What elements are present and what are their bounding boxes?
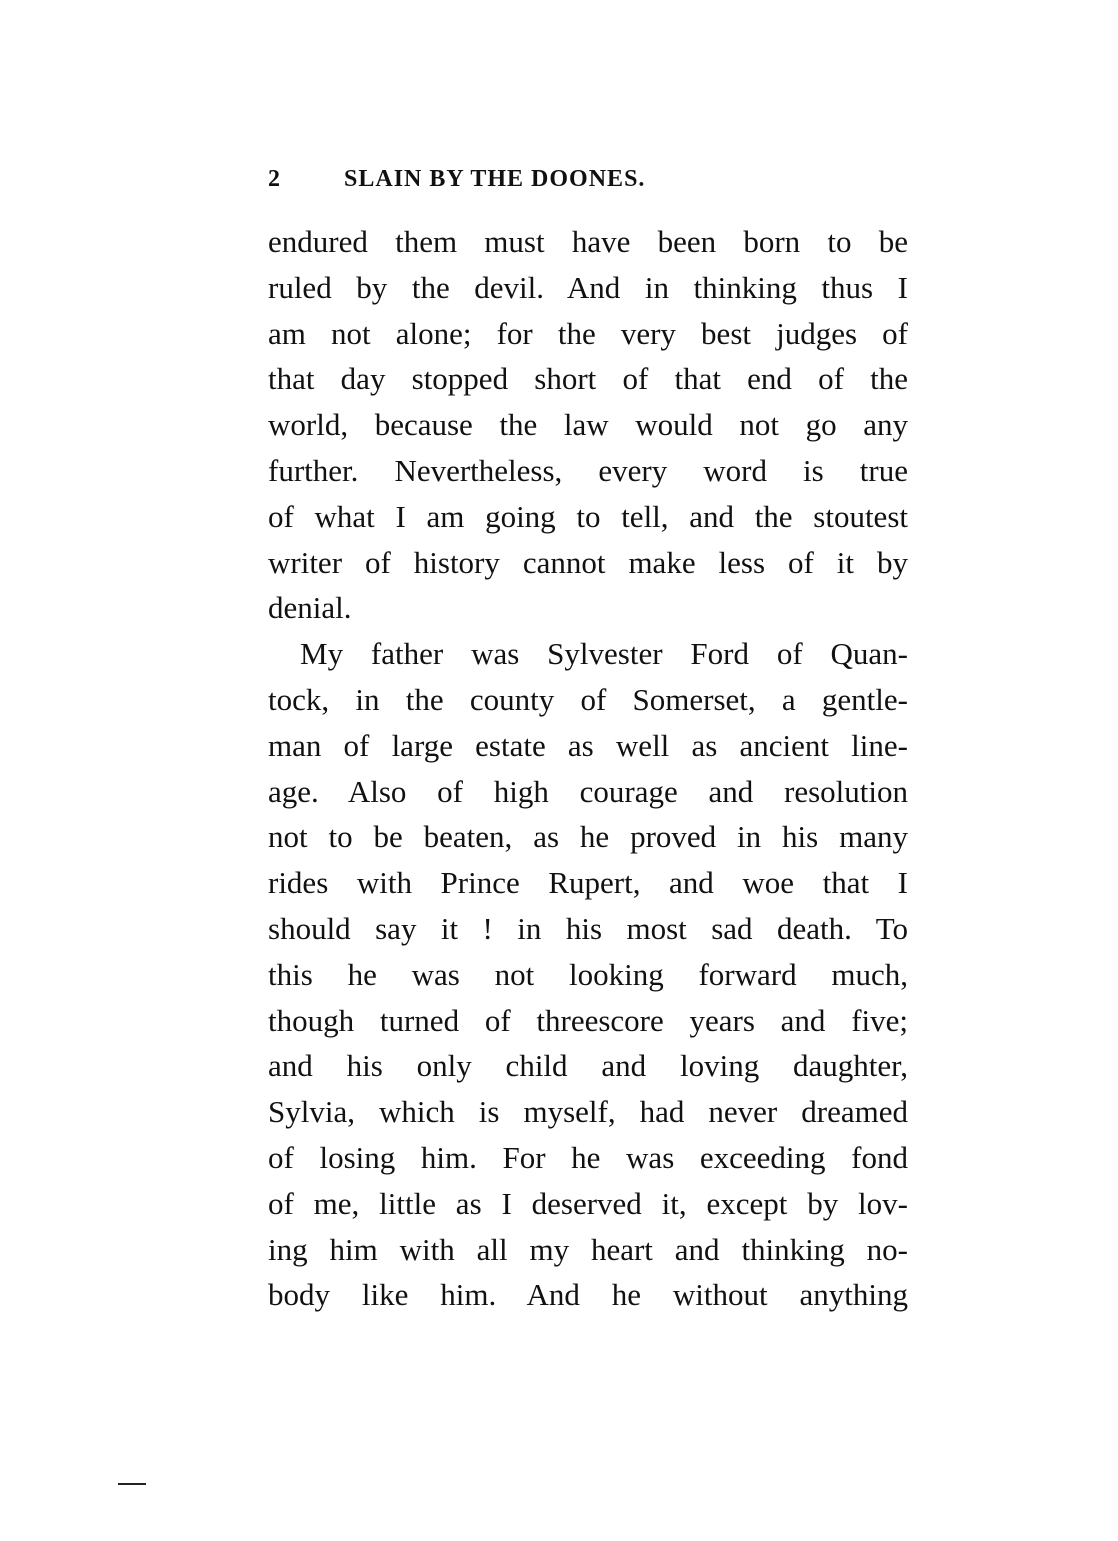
text-line: should say it ! in his most sad death. To <box>268 910 908 946</box>
page-number: 2 <box>268 166 281 192</box>
text-line: of what I am going to tell, and the stoutest <box>268 498 908 534</box>
text-line: denial. <box>268 590 352 626</box>
text-line: this he was not looking forward much, <box>268 956 908 992</box>
paragraph-start-line: My father was Sylvester Ford of Quan- <box>300 636 908 672</box>
running-title: SLAIN BY THE DOONES. <box>344 166 646 192</box>
margin-mark <box>118 1483 146 1485</box>
text-line: age. Also of high courage and resolution <box>268 773 908 809</box>
text-line: of losing him. For he was exceeding fond <box>268 1139 908 1175</box>
text-line: rides with Prince Rupert, and woe that I <box>268 865 908 901</box>
text-line: endured them must have been born to be <box>268 224 908 259</box>
text-line: writer of history cannot make less of it by <box>268 544 908 580</box>
text-line: am not alone; for the very best judges of <box>268 315 908 351</box>
text-line: of me, little as I deserved it, except by lov- <box>268 1185 908 1221</box>
body-text <box>268 219 908 1318</box>
text-line: tock, in the county of Somerset, a gentle- <box>268 681 908 717</box>
text-line: man of large estate as well as ancient line- <box>268 727 908 763</box>
text-line: ing him with all my heart and thinking no- <box>268 1231 908 1267</box>
running-head <box>268 166 908 196</box>
text-line: and his only child and loving daughter, <box>268 1048 908 1084</box>
text-line: world, because the law would not go any <box>268 407 908 443</box>
text-line: not to be beaten, as he proved in his many <box>268 819 908 855</box>
text-line: though turned of threescore years and five; <box>268 1002 908 1038</box>
text-line: ruled by the devil. And in thinking thus I <box>268 269 908 305</box>
text-line: Sylvia, which is myself, had never dreamed <box>268 1094 908 1130</box>
text-line: body like him. And he without anything <box>268 1277 908 1313</box>
text-line: that day stopped short of that end of the <box>268 361 908 397</box>
text-line: further. Nevertheless, every word is true <box>268 452 908 488</box>
